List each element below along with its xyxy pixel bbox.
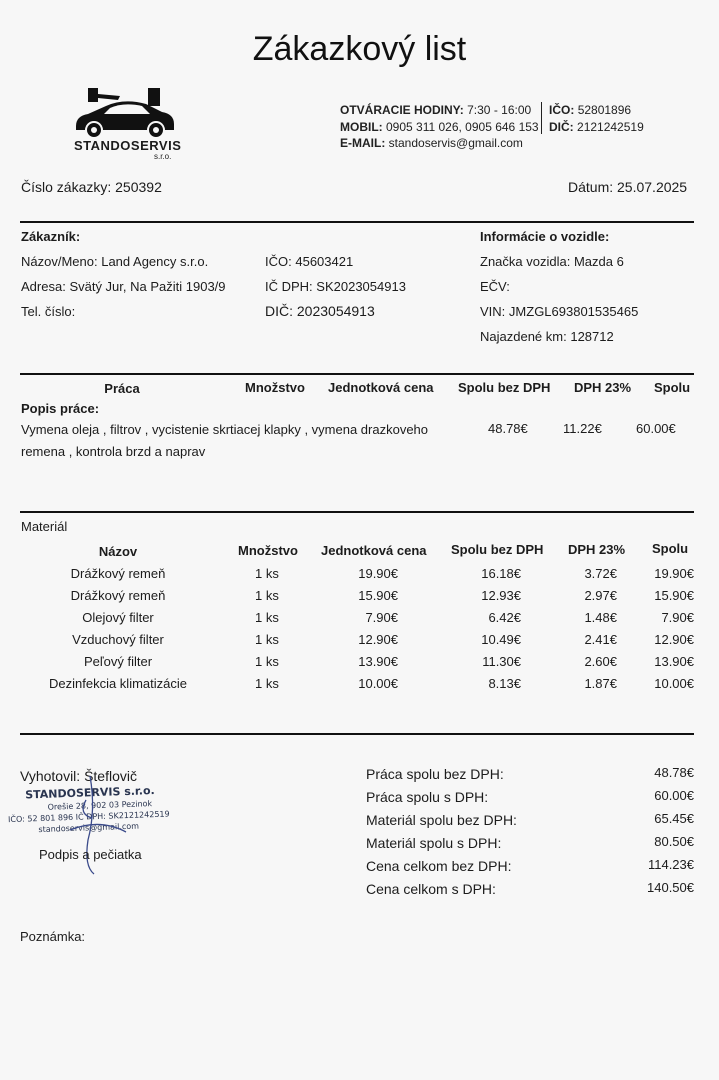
- signature-label: Podpis a pečiatka: [39, 847, 142, 862]
- vehicle-brand-label: Značka vozidla:: [480, 254, 571, 269]
- total-value: 80.50€: [654, 834, 694, 849]
- material-cell-qty: 1 ks: [255, 610, 279, 625]
- order-date: [568, 179, 687, 195]
- work-col-header: DPH 23%: [574, 380, 632, 395]
- company-ico: [549, 103, 631, 117]
- email-label: E-MAIL:: [340, 136, 386, 150]
- customer-address-value: Svätý Jur, Na Pažiti 1903/9: [69, 279, 226, 294]
- total-value: 48.78€: [654, 765, 694, 780]
- work-col-header: Spolu bez DPH: [458, 380, 551, 395]
- material-cell-unit: 12.90€: [358, 632, 398, 647]
- work-col-header: Jednotková cena: [328, 380, 434, 395]
- total-label: Materiál spolu bez DPH:: [366, 812, 517, 828]
- material-cell-unit: 10.00€: [358, 676, 398, 691]
- stamp-ids: IČO: 52 801 896 IČ DPH: SK2121242519: [7, 809, 170, 825]
- mobile: [340, 120, 539, 134]
- order-date-label: Dátum:: [568, 179, 614, 195]
- vehicle-vin: [480, 304, 638, 319]
- signature-icon: [30, 770, 150, 880]
- order-number: [21, 179, 162, 195]
- material-col-header: Spolu bez DPH: [451, 542, 544, 557]
- customer-address-label: Adresa:: [21, 279, 66, 294]
- work-net: 48.78€: [488, 421, 528, 436]
- material-cell-vat: 2.41€: [584, 632, 617, 647]
- material-cell-name: Dezinfekcia klimatizácie: [49, 676, 187, 691]
- total-value: 65.45€: [654, 811, 694, 826]
- order-date-value: 25.07.2025: [617, 179, 688, 195]
- material-heading: Materiál: [21, 519, 68, 534]
- customer-heading: Zákazník:: [21, 229, 81, 244]
- material-cell-name: Vzduchový filter: [72, 632, 164, 647]
- customer-ico: [265, 254, 353, 269]
- company-suffix: s.r.o.: [154, 152, 172, 161]
- vehicle-km-label: Najazdené km:: [480, 329, 567, 344]
- material-cell-qty: 1 ks: [255, 654, 279, 669]
- work-col-header: Množstvo: [245, 380, 305, 395]
- material-cell-name: Drážkový remeň: [70, 588, 166, 603]
- vehicle-ecv-label: EČV:: [480, 279, 510, 294]
- customer-dic-value: 2023054913: [296, 303, 375, 319]
- total-value: 114.23€: [647, 857, 694, 872]
- vehicle-heading: Informácie o vozidle:: [480, 229, 610, 244]
- material-cell-net: 6.42€: [488, 610, 521, 625]
- material-cell-qty: 1 ks: [255, 676, 279, 691]
- contact-divider: [541, 102, 542, 134]
- stamp-address: Orešie 28, 902 03 Pezinok: [47, 799, 153, 812]
- opening-hours: [340, 103, 531, 117]
- material-cell-total: 12.90€: [654, 632, 694, 647]
- material-cell-qty: 1 ks: [255, 566, 279, 581]
- material-cell-name: Peľový filter: [83, 654, 153, 669]
- total-value: 60.00€: [654, 788, 694, 803]
- material-col-header: Názov: [98, 544, 138, 559]
- material-cell-name: Drážkový remeň: [70, 566, 166, 581]
- email-value: standoservis@gmail.com: [388, 136, 523, 150]
- work-desc-label: Popis práce:: [21, 401, 100, 416]
- work-vat: 11.22€: [563, 421, 602, 436]
- material-cell-name: Olejový filter: [82, 610, 154, 625]
- customer-dic: [265, 303, 375, 319]
- material-col-header: Spolu: [652, 541, 689, 556]
- divider-rule: [20, 733, 694, 735]
- car-logo-icon: [72, 86, 178, 142]
- order-number-value: 250392: [115, 179, 162, 195]
- material-cell-total: 19.90€: [654, 566, 694, 581]
- material-cell-net: 12.93€: [481, 588, 521, 603]
- total-label: Cena celkom s DPH:: [366, 881, 496, 897]
- material-cell-unit: 19.90€: [358, 566, 398, 581]
- material-col-header: DPH 23%: [568, 542, 626, 557]
- prepared-by-label: Vyhotovil:: [20, 768, 81, 784]
- company-dic-label: DIČ:: [549, 120, 574, 134]
- customer-name: [21, 254, 208, 269]
- material-cell-qty: 1 ks: [255, 588, 279, 603]
- hours-value: 7:30 - 16:00: [467, 103, 532, 117]
- mobile-label: MOBIL:: [340, 120, 383, 134]
- vehicle-vin-value: JMZGL693801535465: [508, 304, 639, 319]
- material-cell-total: 10.00€: [654, 676, 694, 691]
- company-dic: [549, 120, 644, 134]
- page-title: Zákazkový list: [252, 30, 467, 68]
- material-cell-net: 10.49€: [481, 632, 521, 647]
- vehicle-brand-value: Mazda 6: [573, 254, 624, 269]
- customer-address: [21, 279, 226, 294]
- prepared-by-value: Šteflovič: [84, 768, 137, 784]
- customer-icdph-value: SK2023054913: [316, 279, 406, 294]
- material-cell-vat: 2.60€: [584, 654, 617, 669]
- material-cell-net: 11.30€: [482, 654, 521, 669]
- customer-dic-label: DIČ:: [265, 303, 293, 319]
- stamp-name: STANDOSERVIS s.r.o.: [24, 784, 155, 802]
- material-cell-vat: 1.87€: [584, 676, 617, 691]
- work-col-header: Spolu: [654, 380, 691, 395]
- customer-icdph: [265, 279, 406, 294]
- total-label: Materiál spolu s DPH:: [366, 835, 502, 851]
- material-cell-total: 13.90€: [654, 654, 694, 669]
- customer-ico-label: IČO:: [265, 254, 292, 269]
- vehicle-km: [480, 329, 614, 344]
- email: [340, 136, 523, 150]
- customer-name-value: Land Agency s.r.o.: [101, 254, 209, 269]
- work-desc-line: Vymena oleja , filtrov , vycistenie skrtiacej klapky , vymena drazkoveho: [21, 422, 429, 437]
- company-name: STANDOSERVIS: [74, 138, 182, 153]
- note-label: Poznámka:: [20, 929, 86, 944]
- customer-icdph-label: IČ DPH:: [265, 279, 313, 294]
- material-cell-vat: 1.48€: [584, 610, 617, 625]
- material-cell-total: 15.90€: [654, 588, 694, 603]
- material-cell-unit: 7.90€: [365, 610, 398, 625]
- divider-rule: [20, 221, 694, 223]
- customer-ico-value: 45603421: [295, 254, 354, 269]
- company-ico-label: IČO:: [549, 103, 575, 117]
- mobile-value: 0905 311 026, 0905 646 153: [386, 120, 539, 134]
- total-label: Práca spolu bez DPH:: [366, 766, 504, 782]
- vehicle-km-value: 128712: [570, 329, 614, 344]
- material-cell-unit: 15.90€: [358, 588, 398, 603]
- material-cell-net: 16.18€: [481, 566, 521, 581]
- work-total: 60.00€: [636, 421, 676, 436]
- company-ico-value: 52801896: [577, 103, 632, 117]
- material-col-header: Jednotková cena: [321, 543, 427, 558]
- material-cell-vat: 2.97€: [584, 588, 617, 603]
- material-cell-total: 7.90€: [661, 610, 694, 625]
- total-label: Práca spolu s DPH:: [366, 789, 489, 805]
- material-cell-qty: 1 ks: [255, 632, 279, 647]
- hours-label: OTVÁRACIE HODINY:: [340, 103, 464, 117]
- vehicle-brand: [480, 254, 624, 269]
- total-label: Cena celkom bez DPH:: [366, 858, 512, 874]
- divider-rule: [20, 373, 694, 375]
- material-col-header: Množstvo: [238, 543, 298, 558]
- material-cell-vat: 3.72€: [584, 566, 617, 581]
- vehicle-vin-label: VIN:: [480, 304, 506, 319]
- material-cell-unit: 13.90€: [358, 654, 398, 669]
- stamp-email: standoservis@gmail.com: [38, 821, 140, 835]
- material-cell-net: 8.13€: [488, 676, 521, 691]
- work-col-header: Práca: [104, 381, 140, 396]
- customer-name-label: Názov/Meno:: [21, 254, 98, 269]
- work-desc-line: remena , kontrola brzd a naprav: [21, 444, 206, 459]
- divider-rule: [20, 511, 694, 513]
- company-dic-value: 2121242519: [577, 120, 644, 134]
- order-number-label: Číslo zákazky:: [21, 179, 112, 195]
- customer-phone-label: Tel. číslo:: [21, 304, 76, 319]
- total-value: 140.50€: [647, 880, 694, 895]
